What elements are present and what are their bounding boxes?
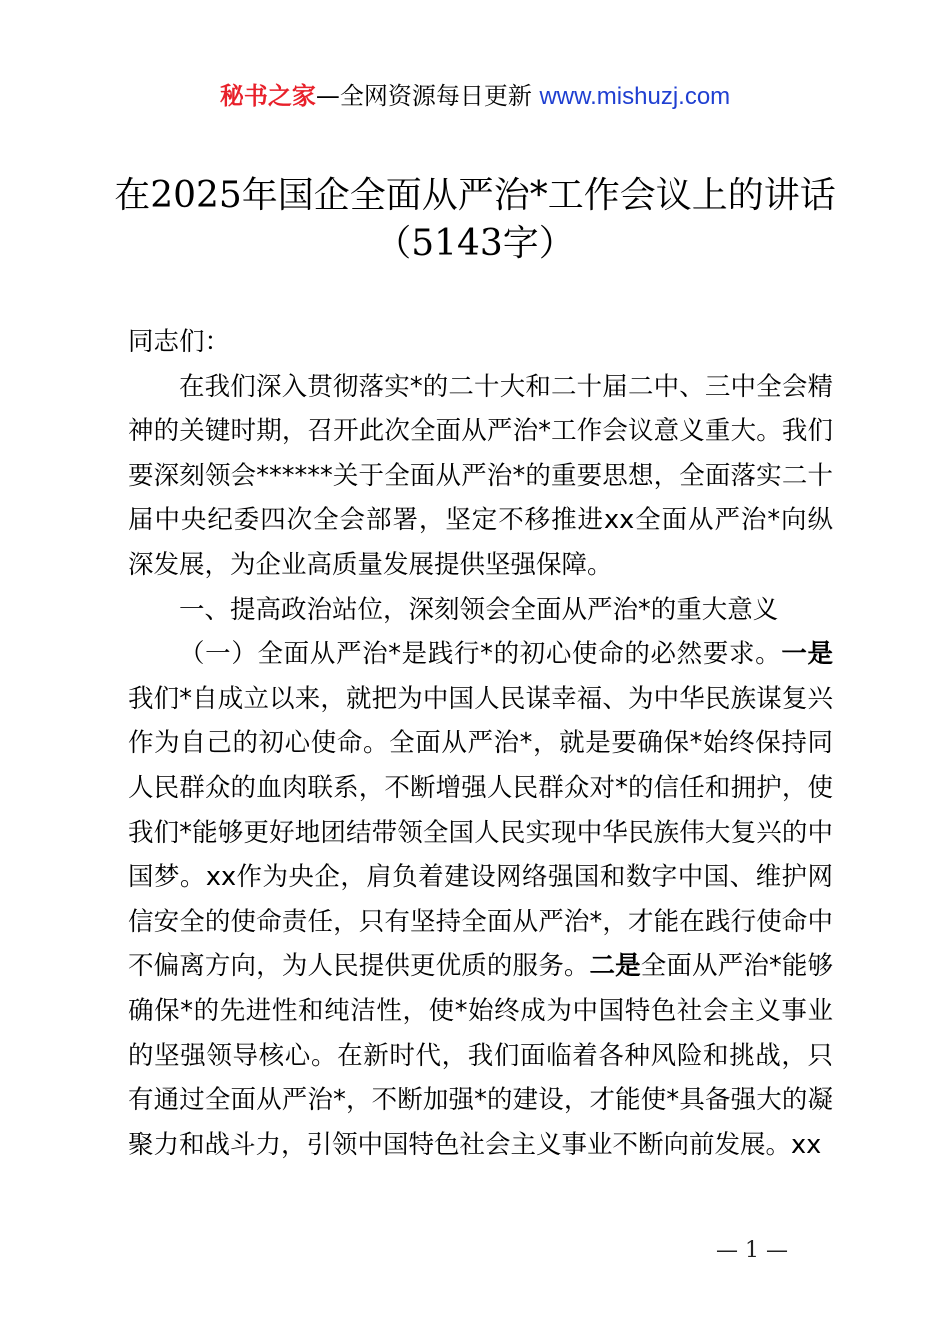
paragraph-section-1-1 — [128, 632, 833, 1167]
brand-name: 秘书之家 — [219, 82, 316, 110]
title-line-2: （5143字） — [375, 223, 575, 264]
header-tagline: —全网资源每日更新 — [315, 82, 540, 110]
point-marker-1: 一是 — [781, 639, 833, 670]
site-header — [0, 78, 950, 115]
paragraph-intro: 在我们深入贯彻落实*的二十大和二十届二中、三中全会精神的关键时期，召开此次全面从严治*工作会议意义重大。我们要深刻领会******关于全面从严治*的重要思想，全面落实二十届中央纪委四次全会部署，坚定不移推进xx全面从严治*向纵深发展，为企业高质量发展提供坚强保障。 — [128, 371, 833, 580]
title-line-1: 在2025年国企全面从严治*工作会议上的讲话 — [114, 175, 836, 216]
point-marker-2: 二是 — [589, 951, 641, 982]
salutation: 同志们： — [128, 327, 231, 357]
document-body — [128, 320, 833, 1167]
page-number: — 1 — — [716, 1238, 788, 1263]
section-heading-1: 一、提高政治站位，深刻领会全面从严治*的重大意义 — [179, 594, 779, 625]
document-title — [110, 172, 840, 268]
site-url-link[interactable]: www.mishuzj.com — [539, 83, 731, 110]
point-text-2: 全面从严治*能够确保*的先进性和纯洁性，使*始终成为中国特色社会主义事业的坚强领导核心。在新时代，我们面临着各种风险和挑战，只有通过全面从严治*，不断加强*的建设，才能使*具备强大的凝聚力和战斗力，引领中国特色社会主义事业不断向前发展。xx — [128, 951, 833, 1160]
point-text-1: 我们*自成立以来，就把为中国人民谋幸福、为中华民族谋复兴作为自己的初心使命。全面从严治*，就是要确保*始终保持同人民群众的血肉联系，不断增强人民群众对*的信任和拥护，使我们*能够更好地团结带领全国人民实现中华民族伟大复兴的中国梦。xx作为央企，肩负着建设网络强国和数字中国、维护网信安全的使命责任，只有坚持全面从严治*，才能在践行使命中不偏离方向，为人民提供更优质的服务。 — [128, 683, 833, 982]
subsection-lead: （一）全面从严治*是践行*的初心使命的必然要求。 — [179, 639, 782, 670]
